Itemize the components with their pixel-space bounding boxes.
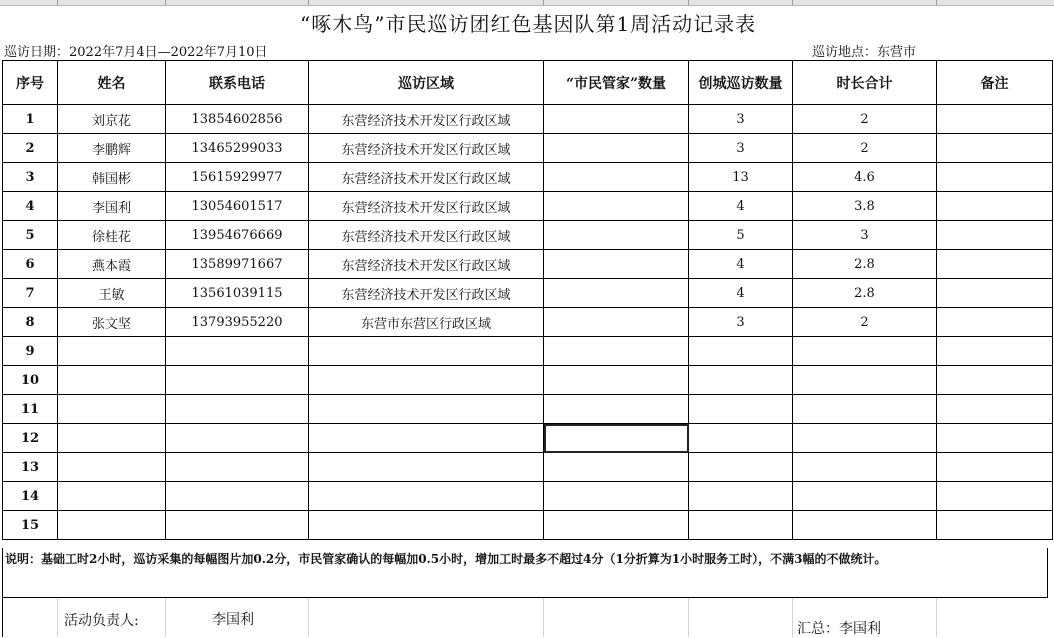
column-header-total-hours[interactable]: 时长合计 <box>793 61 937 105</box>
cell-total-hours[interactable]: 2 <box>793 105 937 134</box>
cell-total-hours[interactable]: 2.8 <box>793 250 937 279</box>
cell-total-hours[interactable] <box>793 453 937 482</box>
table-row <box>3 424 1053 453</box>
column-header-strip <box>0 0 1054 6</box>
column-header-visit-count[interactable]: 创城巡访数量 <box>689 61 793 105</box>
cell-region[interactable] <box>309 366 544 395</box>
cell-name[interactable]: 张文坚 <box>58 308 166 337</box>
table-row <box>3 453 1053 482</box>
cell-visit-count[interactable]: 13 <box>689 163 793 192</box>
cell-region[interactable] <box>309 395 544 424</box>
cell-phone[interactable] <box>166 424 309 453</box>
cell-region[interactable]: 东营经济技术开发区行政区域 <box>309 105 544 134</box>
cell-remarks[interactable] <box>937 337 1053 366</box>
table-row <box>3 482 1053 511</box>
cell-remarks[interactable] <box>937 163 1053 192</box>
cell-remarks[interactable] <box>937 250 1053 279</box>
cell-name[interactable]: 徐桂花 <box>58 221 166 250</box>
column-header-phone[interactable]: 联系电话 <box>166 61 309 105</box>
cell-region[interactable]: 东营经济技术开发区行政区域 <box>309 221 544 250</box>
cell-phone[interactable]: 13054601517 <box>166 192 309 221</box>
cell-total-hours[interactable]: 3 <box>793 221 937 250</box>
cell-name[interactable]: 王敏 <box>58 279 166 308</box>
cell-name[interactable] <box>58 395 166 424</box>
record-table <box>2 60 1053 540</box>
cell-name[interactable] <box>58 337 166 366</box>
cell-manager-count[interactable] <box>544 221 689 250</box>
cell-remarks[interactable] <box>937 221 1053 250</box>
cell-phone[interactable]: 13465299033 <box>166 134 309 163</box>
cell-region[interactable]: 东营经济技术开发区行政区域 <box>309 134 544 163</box>
cell-manager-count[interactable] <box>544 192 689 221</box>
header-row <box>3 61 1053 105</box>
leader-label: 活动负责人: <box>64 613 139 629</box>
cell-total-hours[interactable]: 2 <box>793 134 937 163</box>
table-row <box>3 395 1053 424</box>
visit-place: 巡访地点：东营市 <box>812 45 917 60</box>
cell-visit-count[interactable] <box>689 453 793 482</box>
selected-cell[interactable] <box>544 424 689 453</box>
table-row <box>3 134 1053 163</box>
cell-manager-count[interactable] <box>544 250 689 279</box>
table-row <box>3 511 1053 540</box>
table-row <box>3 279 1053 308</box>
column-header-manager-count[interactable]: “市民管家”数量 <box>544 61 689 105</box>
table-row <box>3 221 1053 250</box>
cell-total-hours[interactable] <box>793 395 937 424</box>
cell-visit-count[interactable] <box>689 482 793 511</box>
cell-name[interactable] <box>58 453 166 482</box>
cell-index[interactable]: 4 <box>3 192 58 221</box>
cell-total-hours[interactable]: 3.8 <box>793 192 937 221</box>
cell-name[interactable]: 李鹏辉 <box>58 134 166 163</box>
cell-index[interactable]: 9 <box>3 337 58 366</box>
cell-index[interactable]: 10 <box>3 366 58 395</box>
column-header-remarks[interactable]: 备注 <box>937 61 1053 105</box>
cell-index[interactable]: 13 <box>3 453 58 482</box>
cell-index[interactable]: 11 <box>3 395 58 424</box>
cell-manager-count[interactable] <box>544 279 689 308</box>
cell-region[interactable]: 东营经济技术开发区行政区域 <box>309 279 544 308</box>
cell-manager-count[interactable] <box>544 366 689 395</box>
cell-visit-count[interactable] <box>689 337 793 366</box>
cell-manager-count[interactable] <box>544 163 689 192</box>
cell-remarks[interactable] <box>937 105 1053 134</box>
cell-name[interactable] <box>58 424 166 453</box>
cell-remarks[interactable] <box>937 366 1053 395</box>
cell-manager-count[interactable] <box>544 308 689 337</box>
cell-index[interactable]: 2 <box>3 134 58 163</box>
cell-visit-count[interactable] <box>689 424 793 453</box>
cell-visit-count[interactable]: 3 <box>689 134 793 163</box>
cell-index[interactable]: 5 <box>3 221 58 250</box>
cell-region[interactable] <box>309 424 544 453</box>
cell-name[interactable]: 刘京花 <box>58 105 166 134</box>
cell-manager-count[interactable] <box>544 105 689 134</box>
sheet-title: “啄木鸟”市民巡访团红色基因队第1周活动记录表 <box>300 12 757 36</box>
cell-remarks[interactable] <box>937 134 1053 163</box>
visit-date: 巡访日期：2022年7月4日—2022年7月10日 <box>4 45 268 60</box>
cell-manager-count[interactable] <box>544 337 689 366</box>
cell-manager-count[interactable] <box>544 395 689 424</box>
cell-index[interactable]: 1 <box>3 105 58 134</box>
cell-index[interactable]: 12 <box>3 424 58 453</box>
cell-index[interactable]: 15 <box>3 511 58 540</box>
table-row <box>3 105 1053 134</box>
cell-remarks[interactable] <box>937 395 1053 424</box>
cell-visit-count[interactable]: 3 <box>689 105 793 134</box>
cell-total-hours[interactable]: 4.6 <box>793 163 937 192</box>
cell-phone[interactable]: 13561039115 <box>166 279 309 308</box>
cell-region[interactable]: 东营经济技术开发区行政区域 <box>309 250 544 279</box>
cell-name[interactable]: 燕本霞 <box>58 250 166 279</box>
cell-visit-count[interactable]: 4 <box>689 192 793 221</box>
table-row <box>3 250 1053 279</box>
cell-phone[interactable]: 13589971667 <box>166 250 309 279</box>
cell-phone[interactable] <box>166 511 309 540</box>
cell-region[interactable] <box>309 337 544 366</box>
cell-manager-count[interactable] <box>544 511 689 540</box>
cell-remarks[interactable] <box>937 511 1053 540</box>
column-header-index[interactable]: 序号 <box>3 61 58 105</box>
cell-total-hours[interactable]: 2 <box>793 308 937 337</box>
cell-index[interactable]: 8 <box>3 308 58 337</box>
cell-remarks[interactable] <box>937 453 1053 482</box>
cell-region[interactable] <box>309 511 544 540</box>
cell-remarks[interactable] <box>937 482 1053 511</box>
cell-remarks[interactable] <box>937 424 1053 453</box>
cell-phone[interactable] <box>166 337 309 366</box>
cell-name[interactable] <box>58 482 166 511</box>
cell-phone[interactable]: 15615929977 <box>166 163 309 192</box>
cell-remarks[interactable] <box>937 308 1053 337</box>
cell-manager-count[interactable] <box>544 134 689 163</box>
table-row <box>3 308 1053 337</box>
cell-visit-count[interactable]: 4 <box>689 279 793 308</box>
cell-visit-count[interactable]: 5 <box>689 221 793 250</box>
cell-region[interactable] <box>309 482 544 511</box>
leader-name[interactable]: 李国利 <box>212 612 254 628</box>
cell-phone[interactable] <box>166 482 309 511</box>
cell-phone[interactable]: 13954676669 <box>166 221 309 250</box>
table-row <box>3 337 1053 366</box>
cell-total-hours[interactable] <box>793 366 937 395</box>
column-header-region[interactable]: 巡访区域 <box>309 61 544 105</box>
cell-region[interactable]: 东营经济技术开发区行政区域 <box>309 163 544 192</box>
cell-total-hours[interactable] <box>793 482 937 511</box>
table-row <box>3 192 1053 221</box>
cell-phone[interactable]: 13793955220 <box>166 308 309 337</box>
cell-index[interactable]: 14 <box>3 482 58 511</box>
cell-phone[interactable]: 13854602856 <box>166 105 309 134</box>
footer-row <box>2 598 1052 637</box>
cell-name[interactable]: 韩国彬 <box>58 163 166 192</box>
cell-remarks[interactable] <box>937 192 1053 221</box>
cell-phone[interactable] <box>166 453 309 482</box>
cell-manager-count[interactable] <box>544 453 689 482</box>
instructions-note: 说明：基础工时2小时，巡访采集的每幅图片加0.2分，市民管家确认的每幅加0.5小时，增加工时最多不超过4分（1分折算为1小时服务工时），不满3幅的不做统计。 <box>2 548 1048 598</box>
cell-visit-count[interactable]: 3 <box>689 308 793 337</box>
table-row <box>3 163 1053 192</box>
cell-phone[interactable] <box>166 395 309 424</box>
cell-index[interactable]: 6 <box>3 250 58 279</box>
cell-name[interactable] <box>58 366 166 395</box>
cell-manager-count[interactable] <box>544 482 689 511</box>
cell-name[interactable]: 李国利 <box>58 192 166 221</box>
cell-total-hours[interactable]: 2.8 <box>793 279 937 308</box>
cell-phone[interactable] <box>166 366 309 395</box>
cell-index[interactable]: 3 <box>3 163 58 192</box>
cell-visit-count[interactable]: 4 <box>689 250 793 279</box>
table-row <box>3 366 1053 395</box>
cell-region[interactable]: 东营市东营区行政区域 <box>309 308 544 337</box>
cell-visit-count[interactable] <box>689 511 793 540</box>
cell-total-hours[interactable] <box>793 511 937 540</box>
cell-total-hours[interactable] <box>793 424 937 453</box>
column-header-name[interactable]: 姓名 <box>58 61 166 105</box>
cell-visit-count[interactable] <box>689 366 793 395</box>
cell-name[interactable] <box>58 511 166 540</box>
cell-remarks[interactable] <box>937 279 1053 308</box>
cell-region[interactable] <box>309 453 544 482</box>
summary-text: 汇总：李国利 <box>797 621 881 637</box>
cell-index[interactable]: 7 <box>3 279 58 308</box>
cell-region[interactable]: 东营经济技术开发区行政区域 <box>309 192 544 221</box>
cell-visit-count[interactable] <box>689 395 793 424</box>
cell-total-hours[interactable] <box>793 337 937 366</box>
